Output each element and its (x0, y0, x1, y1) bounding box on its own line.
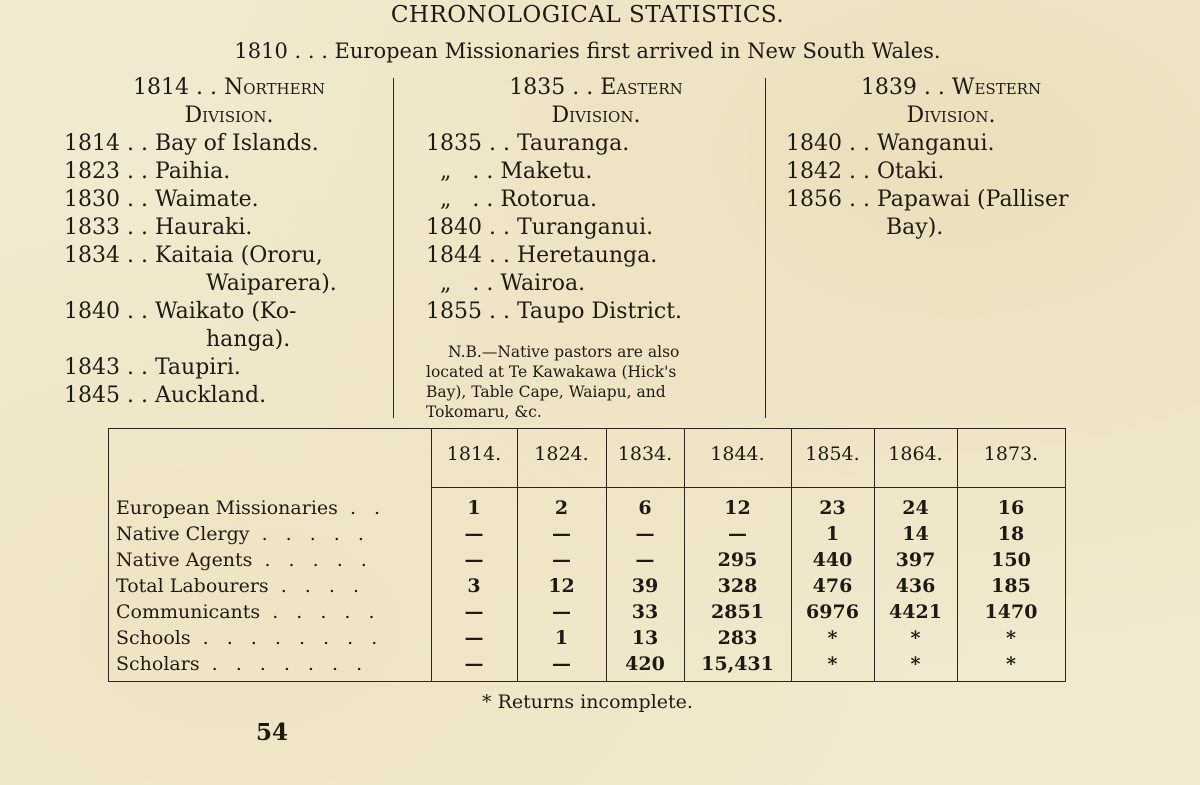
row-label (116, 627, 383, 649)
table-cell: 13 (631, 627, 659, 649)
column-header: 1873. (983, 443, 1039, 465)
footnote: * Returns incomplete. (482, 691, 693, 713)
list-item: 1835 . . Tauranga. (426, 131, 630, 156)
list-item: 1855 . . Taupo District. (426, 299, 683, 324)
row-label-text: Scholars (116, 653, 200, 675)
western-division-heading: 1839 . . Western Division. (860, 75, 1042, 128)
leader-dots: . . . . . (249, 523, 370, 545)
table-cell: — (728, 523, 747, 545)
list-item: 1830 . . Waimate. (64, 187, 259, 212)
list-item: hanga). (206, 327, 291, 352)
table-cell: 150 (991, 549, 1031, 571)
table-cell: * (910, 653, 921, 675)
row-label-text: Native Agents (116, 549, 253, 571)
page-title: CHRONOLOGICAL STATISTICS. (390, 2, 785, 28)
column-header: 1834. (617, 443, 673, 465)
list-item: 1844 . . Heretaunga. (426, 243, 658, 268)
table-cell: 397 (895, 549, 936, 571)
table-cell: 14 (902, 523, 929, 545)
column-header: 1844. (710, 443, 765, 465)
table-cell: 420 (625, 653, 665, 675)
table-cell: — (552, 523, 571, 545)
table-cell: 12 (724, 497, 751, 519)
list-item: 1840 . . Turanganui. (426, 215, 654, 240)
northern-division-heading: 1814 . . Northern Division. (133, 75, 325, 128)
table-cell: 15,431 (701, 653, 774, 675)
leader-dots: . . . . . . . . (190, 627, 384, 649)
table-cell: 6 (638, 497, 652, 519)
table-cell: — (464, 627, 484, 649)
table-cell: 33 (631, 601, 659, 623)
column-header: 1814. (446, 443, 502, 465)
column-divider (393, 78, 394, 418)
row-label (116, 601, 381, 623)
table-cell: 12 (548, 575, 575, 597)
table-cell: 16 (997, 497, 1025, 519)
column-header: 1824. (534, 443, 589, 465)
page-number: 54 (256, 719, 289, 746)
table-cell: 1 (554, 627, 569, 649)
list-item: 1856 . . Papawai (Palliser (786, 187, 1069, 212)
row-label (116, 523, 370, 545)
list-item: Bay). (886, 215, 944, 240)
table-cell: 24 (902, 497, 929, 519)
eastern-division-heading: 1835 . . Eastern Division. (509, 75, 683, 128)
table-cell: * (827, 653, 838, 675)
table-cell: 39 (631, 575, 659, 597)
table-cell: — (552, 549, 571, 571)
statistics-table (108, 428, 1066, 682)
column-header: 1854. (805, 443, 860, 465)
table-cell: * (910, 627, 921, 649)
western-division (786, 74, 1116, 242)
column-divider (765, 78, 766, 418)
row-label (116, 497, 386, 519)
table-cell: 2851 (711, 601, 764, 623)
table-cell: — (552, 601, 571, 623)
list-item: 1845 . . Auckland. (64, 383, 267, 408)
table-cell: 328 (717, 575, 758, 597)
table-cell: 295 (717, 549, 758, 571)
row-label (116, 549, 373, 571)
northern-division (64, 74, 394, 410)
leader-dots: . . . . . (252, 549, 373, 571)
table-cell: 23 (819, 497, 846, 519)
table-cell: 2 (554, 497, 569, 519)
eastern-division-note: N.B.—Native pastors are also located at Te Kawakawa (Hick's Bay), Table Cape, Waiapu, and Tokomaru, &c. (426, 343, 680, 421)
row-label (116, 653, 368, 675)
table-cell: * (1006, 627, 1016, 649)
header-rule (431, 487, 1065, 488)
table-cell: 283 (717, 627, 758, 649)
list-item: Waiparera). (206, 271, 337, 296)
eastern-division (426, 74, 766, 326)
table-cell: — (464, 549, 484, 571)
table-cell: — (635, 523, 655, 545)
table-cell: 1 (825, 523, 840, 545)
leader-dots: . . (337, 497, 387, 519)
row-label (116, 575, 365, 597)
table-cell: — (635, 549, 655, 571)
list-item: 1814 . . Bay of Islands. (64, 131, 319, 156)
table-cell: 6976 (806, 601, 859, 623)
table-cell: 4421 (889, 601, 942, 623)
table-cell: — (552, 653, 571, 675)
table-cell: — (464, 523, 484, 545)
table-cell: * (1006, 653, 1016, 675)
leader-dots: . . . . . . . (199, 653, 369, 675)
leader-dots: . . . . (268, 575, 365, 597)
column-header: 1864. (888, 443, 943, 465)
list-item: 1840 . . Waikato (Ko- (64, 299, 297, 324)
table-cell: 1470 (984, 601, 1038, 623)
list-item: 1833 . . Hauraki. (64, 215, 253, 240)
row-label-text: Native Clergy (116, 523, 250, 545)
row-label-text: Schools (116, 627, 191, 649)
list-item: 1823 . . Paihia. (64, 159, 231, 184)
row-label-text: Total Labourers (116, 575, 269, 597)
list-item: 1843 . . Taupiri. (64, 355, 241, 380)
table-cell: 3 (467, 575, 481, 597)
row-label-text: Communicants (116, 601, 261, 623)
list-item: „ . . Rotorua. (426, 187, 598, 212)
list-item: 1840 . . Wanganui. (786, 131, 995, 156)
row-label-text: European Missionaries (116, 497, 338, 519)
table-cell: 436 (895, 575, 936, 597)
table-cell: 476 (812, 575, 853, 597)
table-cell: 440 (812, 549, 853, 571)
subtitle: 1810 . . . European Missionaries first arrived in New South Wales. (234, 39, 941, 63)
table-cell: 1 (467, 497, 481, 519)
list-item: 1842 . . Otaki. (786, 159, 945, 184)
table-cell: — (464, 601, 484, 623)
list-item: „ . . Wairoa. (426, 271, 586, 296)
table-cell: 185 (991, 575, 1031, 597)
table-cell: 18 (997, 523, 1025, 545)
table-cell: — (464, 653, 484, 675)
table-cell: * (827, 627, 838, 649)
list-item: „ . . Maketu. (426, 159, 593, 184)
leader-dots: . . . . . (260, 601, 381, 623)
list-item: 1834 . . Kaitaia (Ororu, (64, 243, 323, 268)
